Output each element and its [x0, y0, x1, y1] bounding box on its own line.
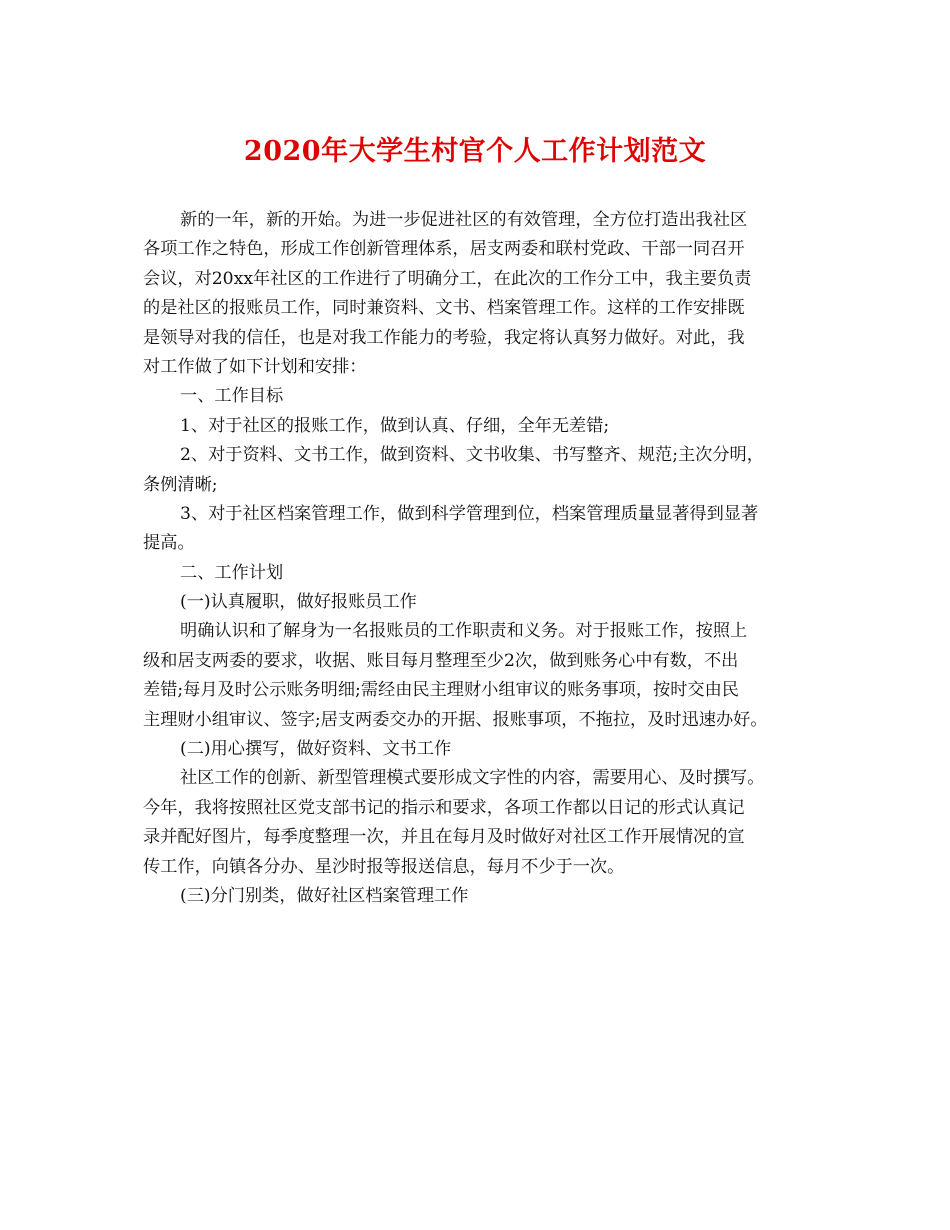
text-line: 差错;每月及时公示账务明细;需经由民主理财小组审议的账务事项，按时交由民 — [143, 680, 739, 701]
text-line: 3、对于社区档案管理工作，做到科学管理到位，档案管理质量显著得到显著 — [180, 503, 759, 524]
text-line: 传工作，向镇各分办、星沙时报等报送信息，每月不少于一次。 — [143, 856, 625, 877]
text-line: 录并配好图片，每季度整理一次，并且在每月及时做好对社区工作开展情况的宣 — [143, 827, 745, 848]
text-line: 会议，对20xx年社区的工作进行了明确分工，在此次的工作分工中，我主要负责 — [143, 268, 752, 289]
document-body — [143, 206, 807, 911]
text-line: 提高。 — [143, 533, 195, 554]
text-line: 新的一年，新的开始。为进一步促进社区的有效管理，全方位打造出我社区 — [180, 210, 748, 230]
text-line: (三)分门别类，做好社区档案管理工作 — [180, 885, 469, 906]
text-line: 一、工作目标 — [180, 386, 284, 407]
text-line: 级和居支两委的要求，收据、账目每月整理至少2次，做到账务心中有数，不出 — [143, 650, 739, 671]
text-line: 是领导对我的信任，也是对我工作能力的考验，我定将认真努力做好。对此，我 — [143, 327, 745, 348]
document-title: 2020年大学生村官个人工作计划范文 — [243, 136, 707, 167]
text-line: (二)用心撰写，做好资料、文书工作 — [180, 739, 452, 760]
text-line: 二、工作计划 — [180, 562, 284, 583]
text-line: 明确认识和了解身为一名报账员的工作职责和义务。对于报账工作，按照上 — [180, 621, 748, 642]
text-line: 的是社区的报账员工作，同时兼资料、文书、档案管理工作。这样的工作安排既 — [143, 298, 745, 319]
text-line: 1、对于社区的报账工作，做到认真、仔细，全年无差错; — [180, 415, 610, 436]
text-line: 主理财小组审议、签字;居支两委交办的开据、报账事项，不拖拉，及时迅速办好。 — [143, 709, 768, 730]
text-line: 条例清晰; — [143, 474, 218, 495]
text-line: 2、对于资料、文书工作，做到资料、文书收集、书写整齐、规范;主次分明， — [180, 445, 764, 466]
text-line: 对工作做了如下计划和安排： — [143, 356, 367, 377]
text-line: (一)认真履职，做好报账员工作 — [180, 592, 417, 613]
text-line: 社区工作的创新、新型管理模式要形成文字性的内容，需要用心、及时撰写。 — [180, 768, 765, 789]
text-line: 各项工作之特色，形成工作创新管理体系，居支两委和联村党政、干部一同召开 — [143, 239, 745, 260]
text-line: 今年，我将按照社区党支部书记的指示和要求，各项工作都以日记的形式认真记 — [143, 797, 745, 818]
